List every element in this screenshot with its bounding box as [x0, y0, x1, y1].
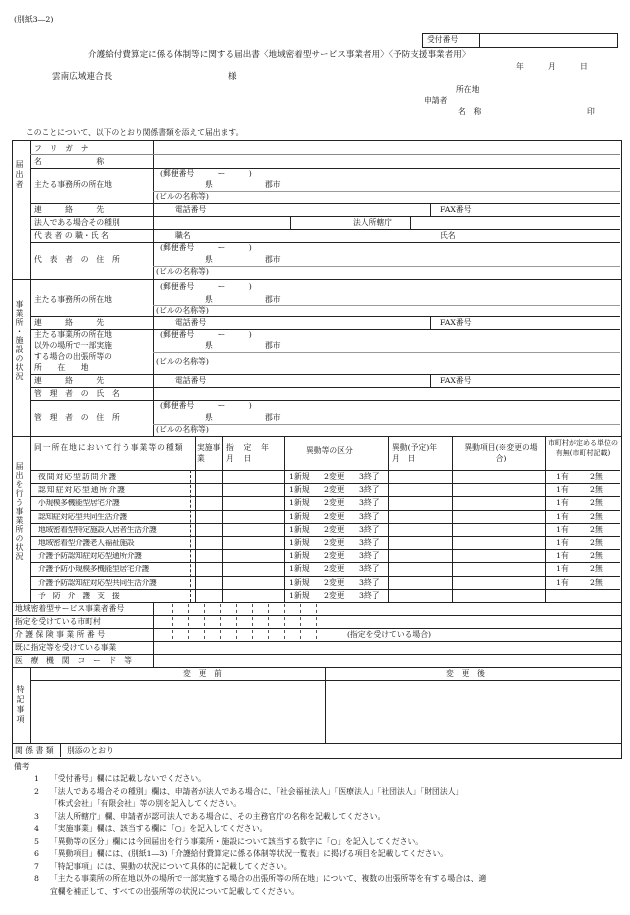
remark-text: 「受付番号」欄には記載しないでください。 — [50, 774, 206, 783]
pref-2: 県 — [205, 255, 213, 264]
date-day: 日 — [580, 62, 588, 71]
building-2: (ビルの名称等) — [156, 267, 209, 276]
community-no-label: 地域密着型サービス事業者番号 — [15, 604, 125, 613]
fax-label-2: FAX番号 — [440, 318, 472, 327]
change-end: 3終了 — [359, 551, 380, 561]
svc-header-change-date: 異動(予定)年 月 日 — [392, 443, 445, 463]
unit-no: 2無 — [590, 498, 603, 508]
remark-text: 「主たる事業所の所在地以外の場所で一部実施する場合の出張所等の所在地」について、複数の出張所等を有する場合は、適 — [50, 874, 487, 883]
reception-box — [422, 33, 618, 48]
number-cell-divider — [236, 604, 237, 613]
city-1: 郡市 — [265, 180, 281, 189]
section-facility: 事業所・施設の状況 — [15, 300, 24, 381]
branch-label-1: 主たる事業所の所在地 — [34, 330, 112, 339]
number-cell-divider — [172, 617, 173, 626]
number-cell-divider — [188, 630, 189, 639]
unit-no: 2無 — [590, 524, 603, 534]
unit-yes: 1有 — [556, 472, 569, 481]
change-mod: 2変更 — [324, 472, 345, 481]
dash-divider — [190, 470, 191, 602]
change-new: 1新規 — [289, 485, 310, 495]
number-cell-divider — [284, 617, 285, 626]
change-new: 1新規 — [289, 590, 310, 600]
service-name: 介護予防認知症対応型共同生活介護 — [38, 578, 157, 587]
applicant-label: 申請者 — [424, 96, 448, 105]
number-cell-divider — [252, 630, 253, 639]
service-name: 予 防 介 護 支 援 — [38, 591, 120, 600]
number-cell-divider — [316, 630, 317, 639]
medical-code-label: 医 療 機 関 コ ー ド 等 — [15, 656, 132, 665]
manager-name-label: 管 理 者 の 氏 名 — [34, 389, 120, 398]
section-services: 届出を行う事業所の状況 — [15, 462, 24, 561]
remark-number: 4 — [34, 824, 39, 833]
applicant-location: 所在地 — [456, 85, 480, 94]
service-name: 介護予防小規模多機能型居宅介護 — [38, 565, 149, 574]
svc-row-line — [30, 523, 620, 524]
postal-3: (郵便番号 ー ) — [160, 282, 252, 291]
change-new: 1新規 — [289, 472, 310, 481]
change-new: 1新規 — [289, 538, 310, 547]
service-name: 地域密着型特定施設入居者生活介護 — [38, 525, 157, 534]
remark-number: 7 — [34, 861, 39, 871]
unit-no: 2無 — [590, 551, 603, 561]
number-cell-divider — [252, 617, 253, 626]
remark-number: 3 — [34, 811, 39, 821]
svc-row-line — [30, 510, 620, 511]
change-end: 3終了 — [359, 524, 380, 534]
change-mod: 2変更 — [324, 590, 345, 600]
date-month: 月 — [548, 62, 556, 71]
svc-header-change: 異動等の区分 — [306, 446, 353, 455]
unit-yes: 1有 — [556, 564, 569, 574]
number-cell-divider — [236, 617, 237, 626]
number-cell-divider — [172, 604, 173, 613]
insurer-note: (指定を受けている場合) — [347, 630, 432, 639]
change-end: 3終了 — [359, 485, 380, 495]
corp-type-label: 法人である場合その種別 — [34, 218, 120, 227]
number-cell-divider — [188, 617, 189, 626]
number-cell-divider — [268, 604, 269, 613]
change-new: 1新規 — [289, 511, 310, 521]
remark-text: 「異動等の区分」欄には今回届出を行う事業所・施設について該当する数字に「○」を記入してください。 — [50, 836, 424, 846]
change-new: 1新規 — [289, 498, 310, 508]
reception-label: 受付番号 — [427, 35, 459, 44]
unit-no: 2無 — [590, 564, 603, 574]
unit-yes: 1有 — [556, 538, 569, 547]
service-name: 地域密着型介護老人福祉施設 — [38, 539, 135, 547]
furigana-label: フ リ ガ ナ — [34, 144, 89, 153]
already-label: 既に指定等を受けている事業 — [15, 643, 117, 652]
number-cell-divider — [284, 630, 285, 639]
date-year: 年 — [516, 62, 524, 71]
number-cell-divider — [316, 617, 317, 626]
number-cell-divider — [316, 604, 317, 613]
pref-5: 県 — [205, 413, 213, 422]
rep-address-label: 代 表 者 の 住 所 — [34, 255, 120, 264]
branch-label-4: 所 在 地 — [34, 363, 89, 372]
number-cell-divider — [268, 617, 269, 626]
city-4: 郡市 — [265, 341, 281, 350]
change-new: 1新規 — [289, 551, 310, 561]
contact-label-3: 連 絡 先 — [34, 376, 105, 385]
service-name: 夜間対応型訪問介護 — [38, 473, 118, 481]
number-cell-divider — [172, 630, 173, 639]
attachments-value: 別添のとおり — [67, 746, 114, 755]
service-name: 認知症対応型通所介護 — [38, 486, 126, 494]
unit-no: 2無 — [590, 472, 603, 481]
person-name-label: 氏名 — [440, 231, 456, 240]
change-mod: 2変更 — [324, 577, 345, 587]
change-mod: 2変更 — [324, 538, 345, 547]
manager-address-label: 管 理 者 の 住 所 — [34, 413, 120, 422]
position-label: 職名 — [175, 231, 191, 240]
branch-label-3: する場合の出張所等の — [34, 352, 112, 361]
unit-no: 2無 — [590, 485, 603, 495]
remark-text: 「実施事業」欄は、該当する欄に「○」を記入してください。 — [50, 824, 268, 833]
change-end: 3終了 — [359, 577, 380, 587]
building-5: (ビルの名称等) — [156, 425, 209, 434]
contact-label-2: 連 絡 先 — [34, 318, 105, 327]
change-end: 3終了 — [359, 590, 380, 600]
building-4: (ビルの名称等) — [156, 357, 209, 366]
unit-no: 2無 — [590, 511, 603, 521]
building-3: (ビルの名称等) — [156, 306, 209, 315]
facility-office-label: 主たる事務所の所在地 — [34, 295, 112, 304]
name-label: 名 称 — [34, 157, 105, 166]
change-end: 3終了 — [359, 564, 380, 574]
number-cell-divider — [204, 617, 205, 626]
svc-header-unit: 市町村が定める単位の有無(市町村記載) — [548, 439, 618, 457]
main-office-label: 主たる事務所の所在地 — [34, 180, 112, 189]
change-end: 3終了 — [359, 538, 380, 547]
change-end: 3終了 — [359, 511, 380, 521]
seal-mark: 印 — [587, 107, 595, 116]
service-name: 認知症対応型共同生活介護 — [38, 512, 127, 521]
postal-4: (郵便番号 ー ) — [160, 330, 252, 339]
remark-text: 「法人である場合その種別」欄は、申請者が法人である場合に、「社会福祉法人」「医療法人」「社団法人」「財団法人」 — [50, 786, 464, 796]
authority-label: 法人所轄庁 — [353, 218, 392, 227]
postal-1: (郵便番号 ー ) — [160, 169, 252, 178]
svc-row-line — [30, 536, 620, 537]
number-cell-divider — [300, 630, 301, 639]
number-cell-divider — [300, 604, 301, 613]
change-mod: 2変更 — [324, 511, 345, 521]
change-after-header: 変 更 後 — [446, 669, 485, 678]
form-id: (別紙3―2) — [14, 15, 54, 24]
change-end: 3終了 — [359, 498, 380, 508]
change-end: 3終了 — [359, 472, 380, 481]
number-cell-divider — [284, 604, 285, 613]
tel-label-3: 電話番号 — [175, 376, 207, 385]
remark-number: 1 — [34, 774, 39, 783]
number-cell-divider — [188, 604, 189, 613]
addressee-sama: 様 — [228, 72, 237, 82]
change-mod: 2変更 — [324, 551, 345, 561]
change-mod: 2変更 — [324, 485, 345, 495]
number-cell-divider — [220, 604, 221, 613]
number-cell-divider — [268, 630, 269, 639]
city-2: 郡市 — [265, 255, 281, 264]
service-name: 介護予防認知症対応型通所介護 — [38, 552, 142, 560]
rep-title-label: 代 表 者 の 職・氏 名 — [34, 231, 109, 240]
addressee: 雲南広域連合長 — [52, 72, 113, 82]
change-mod: 2変更 — [324, 498, 345, 508]
pref-4: 県 — [205, 341, 213, 350]
number-cell-divider — [204, 604, 205, 613]
number-cell-divider — [252, 604, 253, 613]
pref-3: 県 — [205, 295, 213, 304]
number-cell-divider — [236, 630, 237, 639]
section-applicant: 届出者 — [15, 160, 24, 190]
unit-no: 2無 — [590, 577, 603, 587]
change-mod: 2変更 — [324, 564, 345, 574]
tel-label-2: 電話番号 — [175, 318, 207, 327]
contact-label-1: 連 絡 先 — [34, 205, 105, 214]
service-name: 小規模多機能型居宅介護 — [38, 499, 120, 508]
insurer-no-label: 介 護 保 険 事 業 所 番 号 — [15, 630, 105, 639]
postal-5: (郵便番号 ー ) — [160, 401, 252, 410]
change-before-header: 変 更 前 — [183, 669, 222, 678]
branch-label-2: 以外の場所で一部実施 — [34, 341, 112, 350]
remark-text: 「株式会社」「有限会社」等の別を記入してください。 — [50, 799, 242, 808]
building-1: (ビルの名称等) — [156, 192, 209, 201]
designating-city-label: 指定を受けている市町村 — [15, 617, 101, 626]
remark-text: 「特記事項」には、異動の状況について具体的に記載してください。 — [50, 861, 292, 871]
fax-label-3: FAX番号 — [440, 376, 472, 385]
unit-no: 2無 — [590, 538, 603, 547]
svc-header-items: 異動項目(※変更の場合) — [464, 443, 538, 463]
change-new: 1新規 — [289, 577, 310, 587]
remark-number: 8 — [34, 874, 39, 883]
svc-header-date: 指 定 年 月 日 — [226, 443, 279, 463]
number-cell-divider — [300, 617, 301, 626]
page-title: 介護給付費算定に係る体制等に関する届出書〈地域密着型サービス事業者用〉〈予防支援事業者用〉 — [88, 50, 471, 60]
remark-text: 「異動項目」欄には、(別紙1―3)「介護給付費算定に係る体制等状況一覧表」に掲げる項目を記載してください。 — [50, 849, 449, 858]
remark-text: 「法人所轄庁」欄、申請者が認可法人である場合に、その主務官庁の名称を記載してください。 — [50, 811, 386, 821]
unit-yes: 1有 — [556, 511, 569, 521]
remark-number: 2 — [34, 786, 39, 796]
city-5: 郡市 — [265, 413, 281, 422]
tel-label-1: 電話番号 — [175, 205, 207, 214]
pref-1: 県 — [205, 180, 213, 189]
svc-row-line — [30, 576, 620, 577]
number-cell-divider — [220, 630, 221, 639]
unit-yes: 1有 — [556, 551, 569, 561]
unit-yes: 1有 — [556, 498, 569, 508]
svc-header-impl: 実施事業 — [197, 443, 221, 463]
unit-yes: 1有 — [556, 485, 569, 495]
svc-header-type: 同一所在地において行う事業等の種類 — [34, 443, 184, 452]
intro-text: このことについて、以下のとおり関係書類を添えて届出ます。 — [26, 128, 244, 137]
applicant-name: 名 称 — [458, 107, 482, 116]
number-cell-divider — [204, 630, 205, 639]
remark-number: 5 — [34, 836, 39, 846]
section-notes: 特記事項 — [16, 685, 25, 725]
remarks-title: 備考 — [14, 762, 30, 771]
postal-2: (郵便番号 ー ) — [160, 243, 252, 252]
attachments-label: 関 係 書 類 — [15, 746, 54, 755]
unit-yes: 1有 — [556, 524, 569, 534]
change-new: 1新規 — [289, 564, 310, 574]
unit-yes: 1有 — [556, 577, 569, 587]
change-mod: 2変更 — [324, 524, 345, 534]
city-3: 郡市 — [265, 295, 281, 304]
svc-row-line — [30, 589, 620, 590]
change-new: 1新規 — [289, 524, 310, 534]
number-cell-divider — [220, 617, 221, 626]
fax-label-1: FAX番号 — [440, 205, 472, 214]
remark-text: 宜欄を補正して、すべての出張所等の状況について記載してください。 — [50, 886, 300, 896]
remark-number: 6 — [34, 849, 39, 858]
